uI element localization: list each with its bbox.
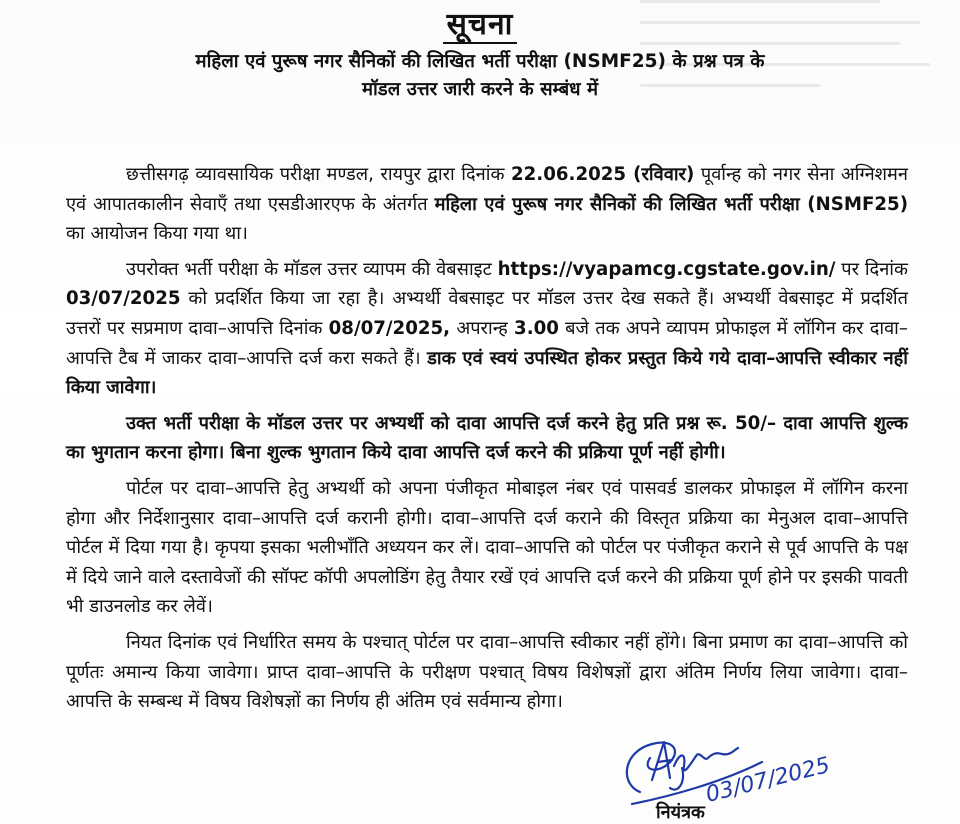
paragraph-model-answers (66, 255, 908, 403)
objection-fee-text: उक्त भर्ती परीक्षा के मॉडल उत्तर पर अभ्यर्थी को दावा आपत्ति दर्ज करने हेतु प्रति प्रश्न रू. 50/– दावा आपत्ति शुल्क का भुगतान करना होगा। बिना शुल्क भुगतान किये दावा आपत्ति दर्ज करने की प्रक्रिया पूर्ण नहीं होगी। (66, 412, 908, 464)
notice-title-text: सूचना (443, 7, 518, 44)
designation-controller: नियंत्रक (656, 802, 705, 823)
p5-text: नियत दिनांक एवं निर्धारित समय के पश्चात् पोर्टल पर दावा–आपत्ति स्वीकार नहीं होंगे। बिना प्रमाण का दावा–आपत्ति को पूर्णतः अमान्य किया जावेगा। प्राप्त दावा–आपत्ति के परीक्षण पश्चात् विषय विशेषज्ञों द्वारा अंतिम निर्णय लिया जावेगा। दावा–आपत्ति के सम्बन्ध में विषय विशेषज्ञों का निर्णय ही अंतिम एवं सर्वमान्य होगा। (66, 631, 908, 713)
p2-text-5: बजे तक अपने व्यापम प्रोफाइल में लॉगिन कर दावा–आपत्ति टैब में जाकर दावा–आपत्ति दर्ज करा सकते हैं। (66, 317, 908, 369)
publish-date: 03/07/2025 (66, 288, 181, 310)
p1-text-2: पूर्वान्ह को नगर सेना अग्निशमन एवं आपातकालीन सेवाएँ तथा एसडीआरएफ के अंतर्गत (66, 164, 909, 215)
exam-date: 22.06.2025 (रविवार) (511, 164, 695, 185)
signature-scribble-icon (612, 722, 852, 822)
notice-body (66, 160, 908, 723)
paragraph-exam-conducted (66, 160, 908, 249)
p2-text-1: उपरोक्त भर्ती परीक्षा के मॉडल उत्तर व्यापम की वेबसाइट (126, 258, 498, 280)
signature-date: 03/07/2025 (703, 752, 833, 808)
subject-line-2: मॉडल उत्तर जारी करने के सम्बंध में (361, 79, 599, 100)
p2-text-4: अपरान्ह (450, 317, 515, 339)
postal-objection-warning: डाक एवं स्वयं उपस्थित होकर प्रस्तुत किये गये दावा–आपत्ति स्वीकार नहीं किया जावेगा। (66, 347, 909, 399)
p4-text: पोर्टल पर दावा–आपत्ति हेतु अभ्यर्थी को अपना पंजीकृत मोबाइल नंबर एवं पासवर्ड डालकर प्रोफाइल में लॉगिन करना होगा और निर्देशानुसार दावा–आपत्ति दर्ज करानी होगी। दावा–आपत्ति दर्ज कराने की विस्तृत प्रक्रिया का मेनुअल दावा–आपत्ति पोर्टल में दिया गया है। कृपया इसका भलीभाँति अध्ययन कर लें। दावा–आपत्ति को पोर्टल पर पंजीकृत कराने से पूर्व आपत्ति के पक्ष में दिये जाने वाले दस्तावेजों की सॉफ्ट कॉपी अपलोडिंग हेतु तैयार रखें एवं आपत्ति दर्ज करने की प्रक्रिया पूर्ण होने पर इसकी पावती भी डाउनलोड कर लेवें। (66, 477, 908, 618)
objection-deadline-date: 08/07/2025, (328, 317, 451, 339)
paragraph-portal-process (66, 474, 908, 622)
p2-text-3: को प्रदर्शित किया जा रहा है। अभ्यर्थी वेबसाइट पर मॉडल उत्तर देख सकते हैं। अभ्यर्थी वेबसाइट में प्रदर्शित उत्तरों पर सप्रमाण दावा–आपत्ति दिनांक (66, 288, 908, 339)
p1-text-1: छत्तीसगढ़ व्यावसायिक परीक्षा मण्डल, रायपुर द्वारा दिनांक (126, 164, 511, 185)
exam-name: महिला एवं पुरूष नगर सैनिकों की लिखित भर्ती परीक्षा (NSMF25) (434, 193, 909, 215)
notice-title (0, 2, 960, 43)
paragraph-objection-fee (66, 409, 908, 468)
controller-signature (612, 722, 852, 822)
notice-subject (60, 48, 900, 104)
subject-line-1: महिला एवं पुरूष नगर सैनिकों की लिखित भर्ती परीक्षा (NSMF25) के प्रश्न पत्र के (195, 51, 765, 72)
objection-deadline-time: 3.00 (514, 317, 559, 339)
p2-text-2: पर दिनांक (835, 258, 908, 280)
p1-text-3: का आयोजन किया गया था। (66, 223, 248, 245)
website-link[interactable]: https://vyapamcg.cgstate.gov.in/ (497, 258, 836, 280)
paragraph-final-decision (66, 628, 908, 717)
